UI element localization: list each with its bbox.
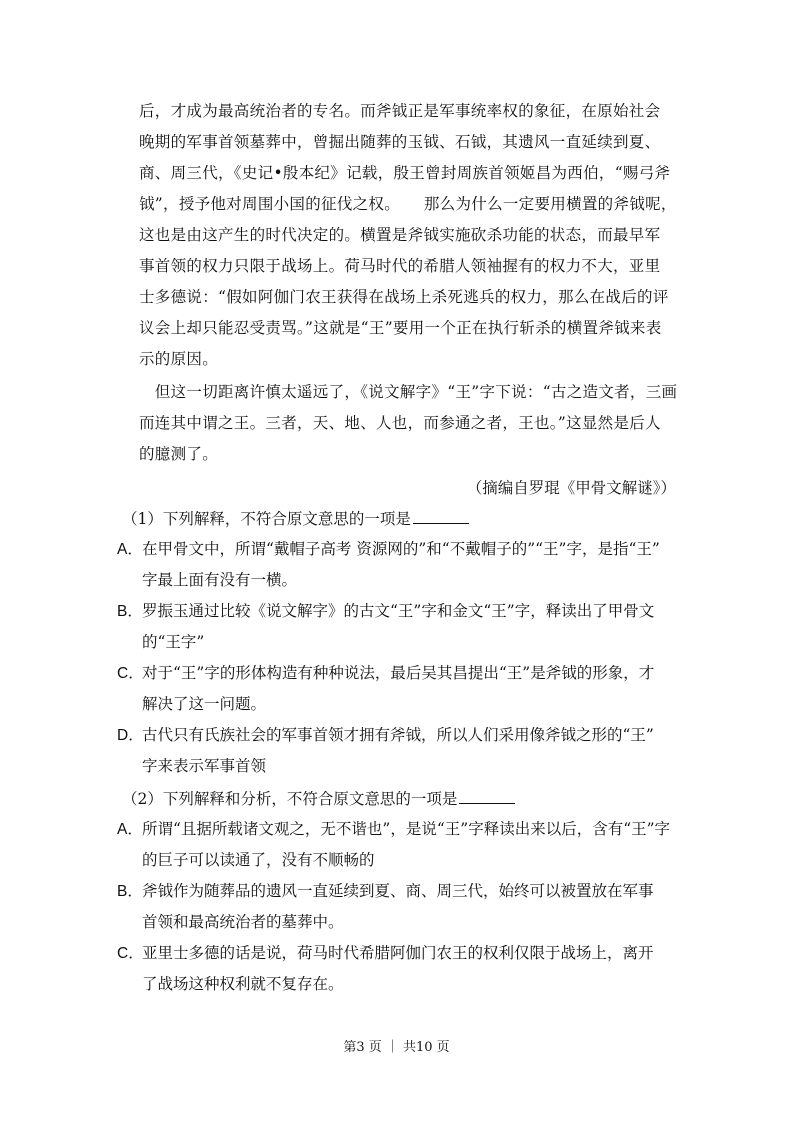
q1-option-c (117, 658, 677, 720)
answer-blank (413, 507, 469, 524)
passage-paragraph-2 (139, 377, 684, 470)
text-line: 钺”，授予他对周围小国的征伐之权。 那么为什么一定要用横置的斧钺呢， (139, 195, 677, 213)
q1-option-a (117, 534, 677, 596)
text-line: 士多德说：“假如阿伽门农王获得在战场上杀死逃兵的权力，那么在战后的评 (139, 288, 669, 306)
text-line: 这也是由这产生的时代决定的。横置是斧钺实施砍杀功能的状态，而最早军 (139, 226, 661, 244)
option-text-continued: 解决了这一问题。 (142, 695, 267, 713)
passage-paragraph-1 (139, 96, 684, 375)
text-line: 商、周三代，《史记•殷本纪》记载，殷王曾封周族首领姬昌为西伯，“赐弓斧 (139, 164, 671, 182)
question-2-text: （2）下列解释和分析，不符合原文意思的一项是 (122, 790, 458, 808)
option-letter: D． (117, 727, 144, 744)
answer-blank (459, 787, 515, 804)
option-letter: A． (117, 821, 143, 838)
option-letter: C． (117, 945, 144, 962)
text-line: 事首领的权力只限于战场上。荷马时代的希腊人领袖握有的权力不大，亚里 (139, 257, 661, 275)
option-letter: B． (117, 883, 143, 900)
option-text-continued: 了战场这种权利就不复存在。 (142, 975, 344, 993)
option-text: 对于“王”字的形体构造有种种说法，最后吴其昌提出“王”是斧钺的形象，才 (142, 664, 655, 682)
question-2-stem (122, 787, 515, 811)
q1-option-b (117, 596, 677, 658)
q2-option-b (117, 876, 677, 938)
option-letter: C． (117, 665, 144, 682)
option-letter: A． (117, 541, 143, 558)
text-line: 晚期的军事首领墓葬中，曾掘出随葬的玉钺、石钺，其遗风一直延续到夏、 (139, 133, 661, 151)
option-text-continued: 的“王字” (142, 633, 205, 651)
option-text-continued: 字来表示军事首领 (142, 757, 267, 775)
page-footer: 第3 页 ｜ 共10 页 (343, 1040, 450, 1055)
option-text: 亚里士多德的话是说，荷马时代希腊阿伽门农王的权利仅限于战场上，离开 (142, 944, 654, 962)
question-1-stem (122, 507, 469, 531)
question-1-text: （1）下列解释，不符合原文意思的一项是 (122, 510, 411, 528)
text-line: 议会上却只能忍受责骂。”这就是“王”要用一个正在执行斩杀的横置斧钺来表 (139, 319, 662, 337)
option-text: 古代只有氏族社会的军事首领才拥有斧钺，所以人们采用像斧钺之形的“王” (142, 726, 654, 744)
option-text-continued: 字最上面有没有一横。 (142, 571, 298, 589)
option-text: 罗振玉通过比较《说文解字》的古文“王”字和金文“王”字，释读出了甲骨文 (142, 602, 655, 620)
text-line: 但这一切距离许慎太遥远了，《说文解字》“王”字下说：“古之造文者，三画 (139, 383, 678, 401)
text-line: 而连其中谓之王。三者，天、地、人也，而参通之者，王也。”这显然是后人 (139, 414, 661, 432)
text-line: 后，才成为最高统治者的专名。而斧钺正是军事统率权的象征，在原始社会 (139, 102, 661, 120)
option-letter: B． (117, 603, 143, 620)
option-text: 斧钺作为随葬品的遗风一直延续到夏、商、周三代，始终可以被置放在军事 (142, 882, 654, 900)
q1-option-d (117, 720, 677, 782)
option-text: 所谓“且据所载诸文观之，无不谐也”，是说“王”字释读出来以后，含有“王”字 (142, 820, 671, 838)
option-text-continued: 首领和最高统治者的墓葬中。 (142, 913, 344, 931)
option-text-continued: 的巨子可以读通了，没有不顺畅的 (142, 851, 375, 869)
passage-source: （摘编自罗琨《甲骨文解谜》） (466, 479, 676, 497)
text-line: 的臆测了。 (139, 445, 219, 463)
q2-option-c (117, 938, 677, 1000)
text-line: 示的原因。 (139, 350, 219, 368)
q2-option-a (117, 814, 677, 876)
option-text: 在甲骨文中，所谓“戴帽子高考 资源网的”和“不戴帽子的”“王”字，是指“王” (142, 540, 660, 558)
